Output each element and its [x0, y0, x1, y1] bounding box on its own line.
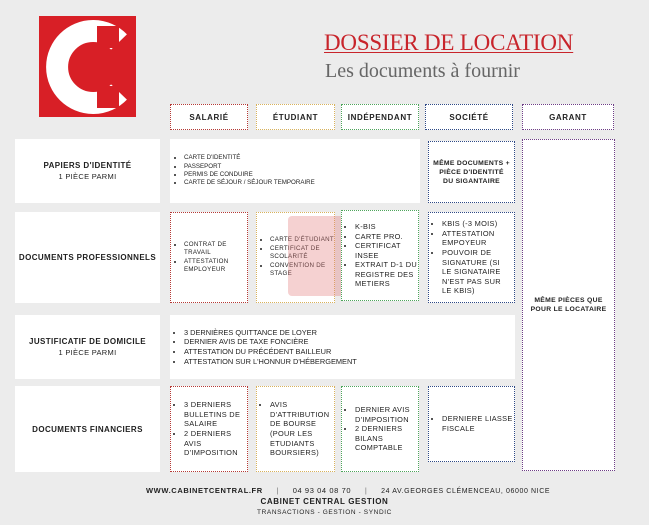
column-header-salarie: SALARIÉ	[170, 104, 248, 130]
row-title: PAPIERS D'IDENTITÉ	[43, 161, 132, 170]
list-item: • DERNIER AVIS D'IMPOSITION	[355, 405, 418, 424]
list-item: • CARTE DE SÉJOUR / SÉJOUR TEMPORAIRE	[184, 179, 315, 187]
list-item: • CONVENTION DE STAGE	[270, 262, 334, 279]
professional-societe-cell	[428, 212, 515, 303]
list-item: • 3 DERNIERS BULLETINS DE SALAIRE	[184, 400, 247, 429]
list-item: • CERTIFICAT INSEE	[355, 241, 418, 260]
footer-separator: |	[364, 486, 368, 495]
list-item: • PERMIS DE CONDUIRE	[184, 171, 315, 179]
column-header-garant: GARANT	[522, 104, 614, 130]
row-label-professional	[15, 212, 160, 303]
list-item: • K-BIS	[355, 222, 418, 232]
list-item: • CERTIFICAT DE SCOLARITÉ	[270, 245, 334, 262]
list-item: • ATTESTATION DU PRÉCÉDENT BAILLEUR	[184, 347, 357, 357]
financial-etudiant-cell	[256, 386, 335, 472]
financial-independant-cell	[341, 386, 419, 472]
column-header-independant: INDÉPENDANT	[341, 104, 419, 130]
list-item: • 2 DERNIERS BILANS COMPTABLE	[355, 424, 418, 453]
page-title: DOSSIER DE LOCATION	[324, 30, 574, 55]
list-item: • ATTESTATION EMPLOYEUR	[184, 258, 247, 275]
row-label-domicile	[15, 315, 160, 379]
list-item: • CARTE D'IDENTITÉ	[184, 154, 315, 162]
garant-text: MÊME PIÈCES QUE POUR LE LOCATAIRE	[530, 297, 607, 313]
garant-cell	[522, 139, 615, 471]
domicile-list	[170, 328, 357, 366]
list-item: • AVIS D'ATTRIBUTION DE BOURSE (POUR LES ETUDIANTS BOURSIERS)	[270, 400, 334, 458]
list-item: • CARTE D'ÉTUDIANT	[270, 236, 334, 244]
logo-c-icon	[39, 16, 136, 117]
professional-societe-list	[429, 219, 514, 296]
list-item: • DERNIERE LIASSE FISCALE	[442, 414, 514, 433]
list-item: • CARTE PRO.	[355, 232, 418, 242]
financial-salarie-cell	[170, 386, 248, 472]
row-title: DOCUMENTS PROFESSIONNELS	[18, 253, 157, 262]
footer-phone[interactable]: 04 93 04 08 70	[292, 486, 352, 495]
row-subtitle: 1 PIÈCE PARMI	[58, 348, 117, 357]
column-header-societe: SOCIÉTÉ	[425, 104, 513, 130]
financial-societe-list	[429, 414, 514, 433]
professional-independant-list	[342, 222, 418, 289]
financial-salarie-list	[171, 400, 247, 458]
footer-address: 24 AV.GEORGES CLÉMENCEAU, 06000 NICE	[381, 488, 551, 495]
professional-salarie-list	[171, 241, 247, 275]
row-title: JUSTIFICATIF DE DOMICILE	[28, 337, 146, 346]
list-item: • 3 DERNIÈRES QUITTANCE DE LOYER	[184, 328, 357, 338]
list-item: • DERNIER AVIS DE TAXE FONCIÈRE	[184, 337, 357, 347]
identity-societe-cell	[428, 141, 515, 203]
footer-tagline: TRANSACTIONS - GESTION - SYNDIC	[257, 509, 392, 516]
row-label-identity	[15, 139, 160, 203]
list-item: • 2 DERNIERS AVIS D'IMPOSITION	[184, 429, 247, 458]
company-logo	[39, 16, 136, 117]
identity-items-panel	[170, 139, 420, 203]
list-item: • POUVOIR DE SIGNATURE (SI LE SIGNATAIRE N'EST PAS SUR LE KBIS)	[442, 248, 511, 296]
professional-salarie-cell	[170, 212, 248, 303]
financial-etudiant-list	[257, 400, 334, 458]
list-item: • CONTRAT DE TRAVAIL	[184, 241, 247, 258]
identity-societe-text: MÊME DOCUMENTS + PIÈCE D'IDENTITÉ DU SIGANTAIRE	[433, 159, 510, 185]
footer-separator: |	[276, 486, 280, 495]
domicile-items-panel	[170, 315, 515, 379]
list-item: • ATTESTATION SUR L'HONNUR D'HÉBERGEMENT	[184, 357, 357, 367]
row-title: DOCUMENTS FINANCIERS	[32, 424, 143, 434]
financial-independant-list	[342, 405, 418, 453]
list-item: • EXTRAIT D-1 DU REGISTRE DES METIERS	[355, 260, 418, 289]
column-header-etudiant: ÉTUDIANT	[256, 104, 335, 130]
financial-societe-cell	[428, 386, 515, 462]
list-item: • KBIS (-3 MOIS)	[442, 219, 511, 229]
row-subtitle: 1 PIÈCE PARMI	[58, 172, 117, 181]
list-item: • ATTESTATION EMPOYEUR	[442, 229, 511, 248]
professional-independant-cell	[341, 210, 419, 301]
footer-contact	[146, 486, 550, 495]
page-subtitle: Les documents à fournir	[325, 60, 520, 82]
row-label-financial	[15, 386, 160, 472]
identity-list	[170, 154, 315, 188]
list-item: • PASSEPORT	[184, 163, 315, 171]
footer-company: CABINET CENTRAL GESTION	[260, 497, 389, 506]
footer-website[interactable]: WWW.CABINETCENTRAL.FR	[146, 486, 263, 495]
